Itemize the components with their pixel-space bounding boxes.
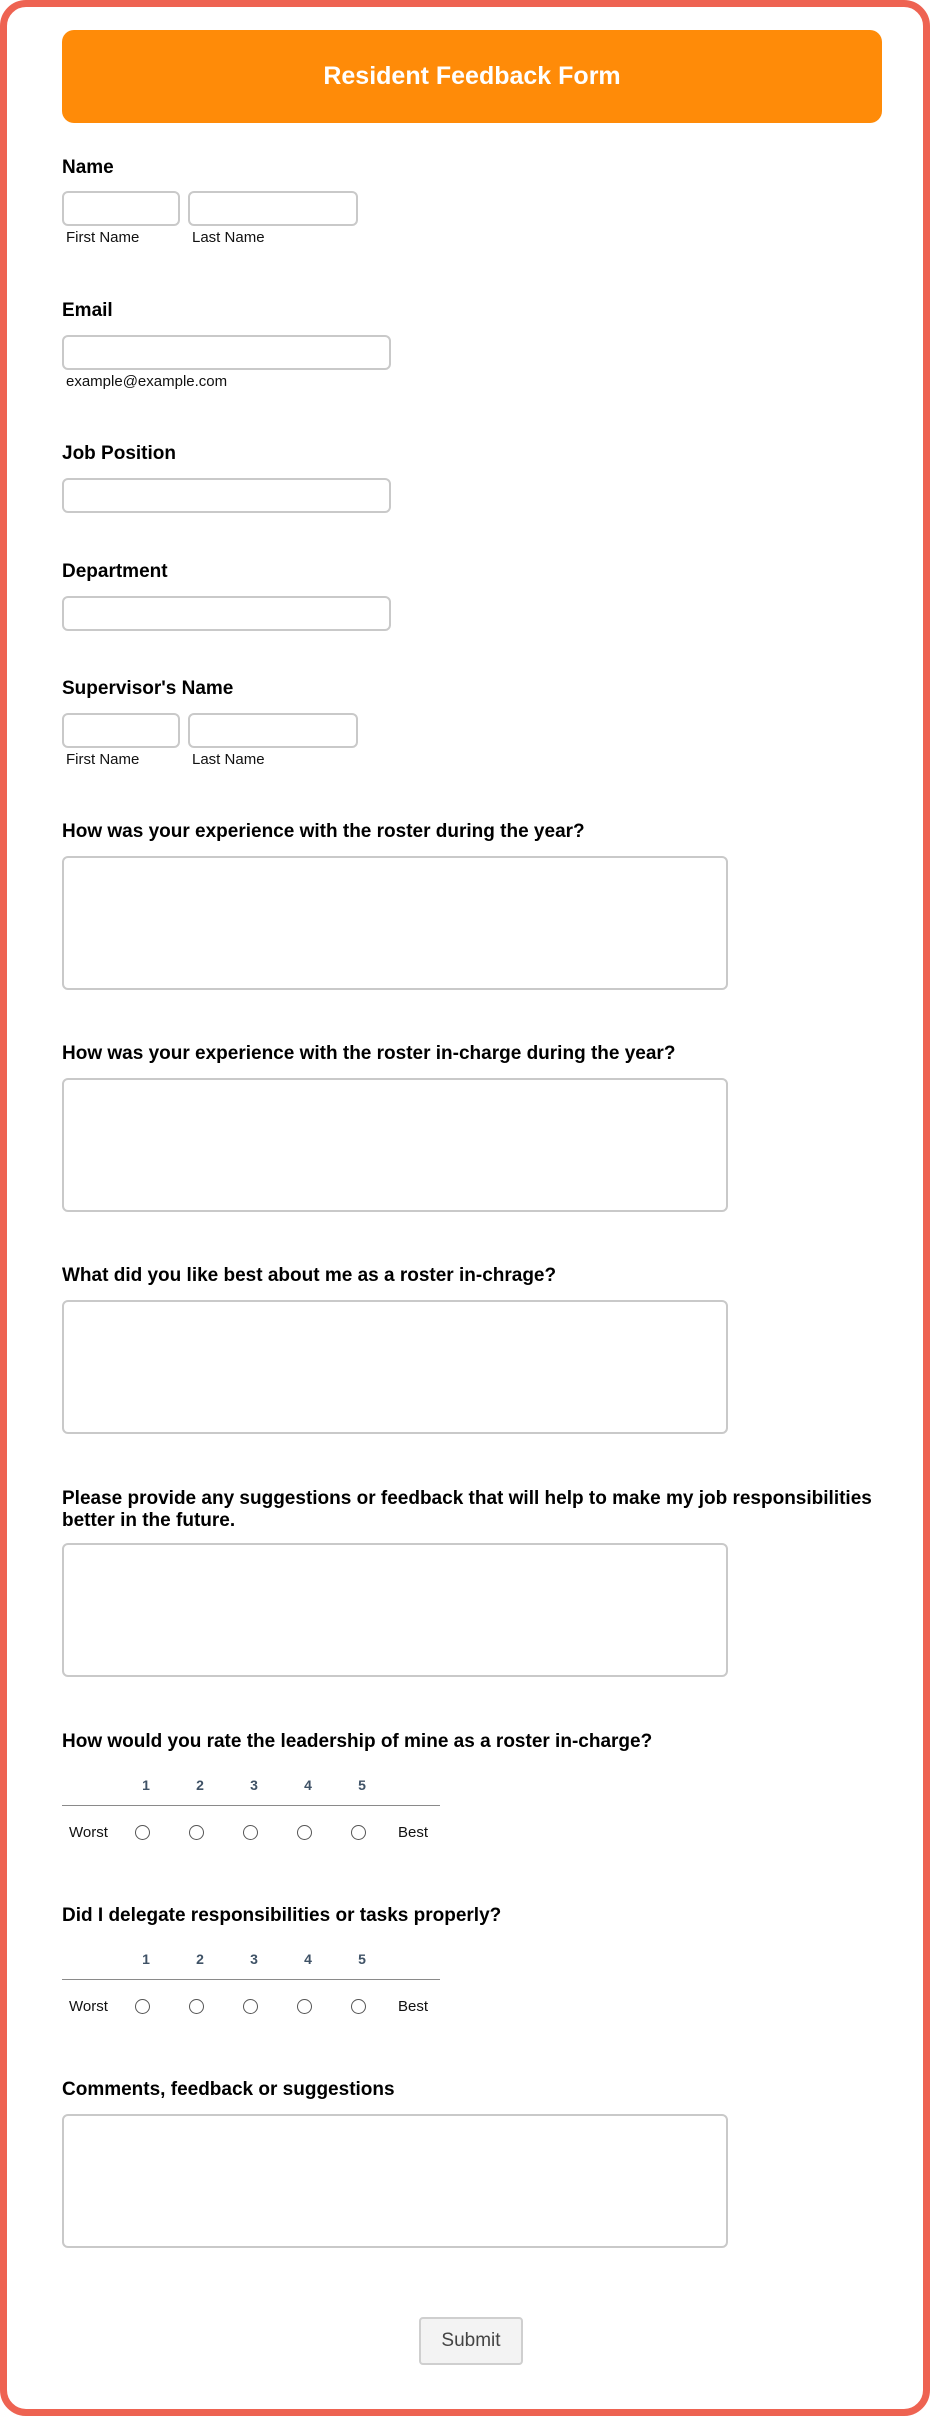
supervisor-first-name-sublabel: First Name [66,751,140,768]
liked-best-textarea[interactable] [62,1300,728,1434]
rating-radio-2[interactable] [189,1825,204,1840]
suggestions-textarea[interactable] [62,1543,728,1677]
scale-max-label: Best [398,1998,429,2015]
delegation-rating-label: Did I delegate responsibilities or tasks properly? [62,1905,502,1926]
scale-number: 5 [358,1951,366,1967]
supervisor-last-name-sublabel: Last Name [192,751,265,768]
email-label: Email [62,300,113,321]
supervisor-label: Supervisor's Name [62,678,234,699]
comments-label: Comments, feedback or suggestions [62,2079,395,2100]
scale-min-label: Worst [69,1824,108,1841]
scale-max-label: Best [398,1824,429,1841]
scale-number: 3 [250,1951,258,1967]
liked-best-label: What did you like best about me as a roster in-chrage? [62,1265,557,1286]
department-label: Department [62,561,168,582]
rating-radio-5[interactable] [351,1999,366,2014]
supervisor-first-name-input[interactable] [62,713,180,748]
rating-radio-4[interactable] [297,1825,312,1840]
roster-experience-label: How was your experience with the roster during the year? [62,821,585,842]
name-label: Name [62,157,114,178]
rating-radio-3[interactable] [243,1999,258,2014]
email-input[interactable] [62,335,391,370]
email-sublabel: example@example.com [66,373,228,390]
scale-number: 2 [196,1777,204,1793]
rating-radio-5[interactable] [351,1825,366,1840]
suggestions-label: Please provide any suggestions or feedback that will help to make my job responsibilities better in the future. [62,1488,872,1531]
rating-radio-4[interactable] [297,1999,312,2014]
submit-button[interactable]: Submit [419,2317,523,2365]
scale-divider [62,1979,440,1980]
rating-radio-1[interactable] [135,1825,150,1840]
form-title: Resident Feedback Form [323,62,621,90]
scale-number: 3 [250,1777,258,1793]
scale-number: 5 [358,1777,366,1793]
job-position-label: Job Position [62,443,176,464]
scale-number: 2 [196,1951,204,1967]
first-name-sublabel: First Name [66,229,140,246]
scale-number: 4 [304,1777,312,1793]
form-header [62,30,882,123]
comments-textarea[interactable] [62,2114,728,2248]
rating-radio-2[interactable] [189,1999,204,2014]
roster-incharge-experience-label: How was your experience with the roster in-charge during the year? [62,1043,676,1064]
scale-number: 1 [142,1951,150,1967]
scale-number: 1 [142,1777,150,1793]
roster-experience-textarea[interactable] [62,856,728,990]
last-name-input[interactable] [188,191,358,226]
supervisor-last-name-input[interactable] [188,713,358,748]
first-name-input[interactable] [62,191,180,226]
department-input[interactable] [62,596,391,631]
scale-divider [62,1805,440,1806]
scale-min-label: Worst [69,1998,108,2015]
last-name-sublabel: Last Name [192,229,265,246]
scale-number: 4 [304,1951,312,1967]
job-position-input[interactable] [62,478,391,513]
rating-radio-3[interactable] [243,1825,258,1840]
rating-radio-1[interactable] [135,1999,150,2014]
leadership-rating-label: How would you rate the leadership of mine as a roster in-charge? [62,1731,653,1752]
roster-incharge-experience-textarea[interactable] [62,1078,728,1212]
